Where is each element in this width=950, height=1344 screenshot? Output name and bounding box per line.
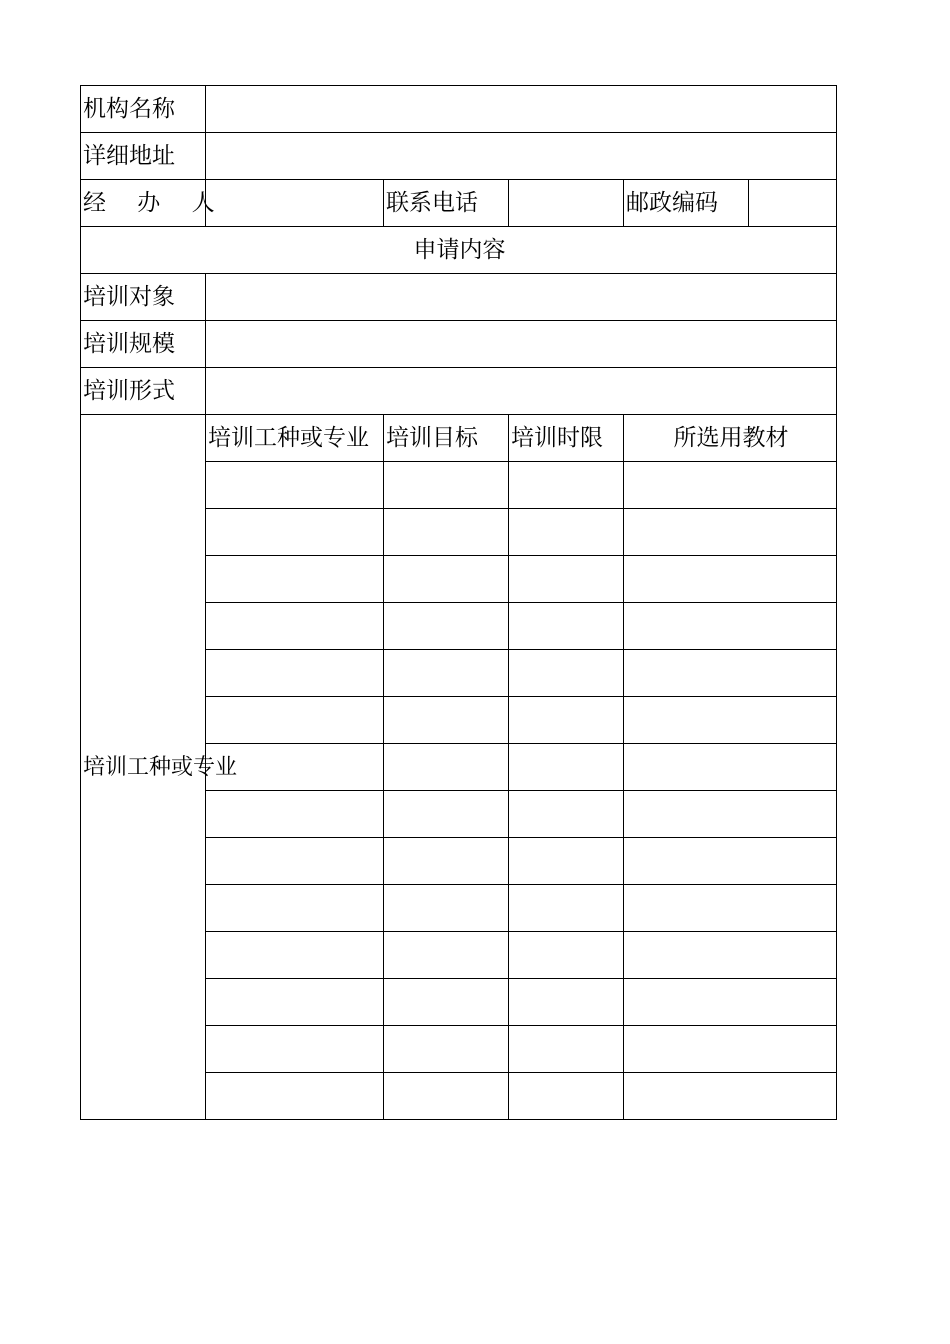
- target-row: [81, 274, 837, 321]
- address-field[interactable]: [206, 133, 837, 180]
- cell-goal[interactable]: [384, 509, 509, 556]
- phone-field[interactable]: [509, 180, 624, 227]
- cell-goal[interactable]: [384, 791, 509, 838]
- cell-goal[interactable]: [384, 979, 509, 1026]
- scale-row: [81, 321, 837, 368]
- cell-goal[interactable]: [384, 838, 509, 885]
- cell-goal[interactable]: [384, 744, 509, 791]
- cell-duration[interactable]: [509, 509, 624, 556]
- scale-label: 培训规模: [81, 321, 206, 368]
- cell-duration[interactable]: [509, 650, 624, 697]
- header-specialty: 培训工种或专业: [206, 415, 384, 462]
- cell-goal[interactable]: [384, 1026, 509, 1073]
- phone-label: 联系电话: [384, 180, 509, 227]
- cell-duration[interactable]: [509, 1026, 624, 1073]
- cell-textbook[interactable]: [624, 603, 837, 650]
- format-row: [81, 368, 837, 415]
- section-title-row: [81, 227, 837, 274]
- cell-textbook[interactable]: [624, 509, 837, 556]
- format-label: 培训形式: [81, 368, 206, 415]
- cell-specialty[interactable]: [206, 650, 384, 697]
- cell-specialty[interactable]: [206, 1073, 384, 1120]
- cell-specialty[interactable]: [206, 556, 384, 603]
- cell-textbook[interactable]: [624, 838, 837, 885]
- cell-specialty[interactable]: [206, 791, 384, 838]
- target-label: 培训对象: [81, 274, 206, 321]
- cell-goal[interactable]: [384, 885, 509, 932]
- address-label: 详细地址: [81, 133, 206, 180]
- cell-textbook[interactable]: [624, 650, 837, 697]
- cell-goal[interactable]: [384, 1073, 509, 1120]
- cell-duration[interactable]: [509, 556, 624, 603]
- cell-duration[interactable]: [509, 979, 624, 1026]
- postcode-field[interactable]: [749, 180, 837, 227]
- cell-specialty[interactable]: [206, 932, 384, 979]
- cell-duration[interactable]: [509, 1073, 624, 1120]
- cell-specialty[interactable]: [206, 509, 384, 556]
- cell-specialty[interactable]: [206, 885, 384, 932]
- cell-textbook[interactable]: [624, 744, 837, 791]
- cell-textbook[interactable]: [624, 791, 837, 838]
- cell-duration[interactable]: [509, 791, 624, 838]
- org-name-field[interactable]: [206, 86, 837, 133]
- section-title: 申请内容: [81, 227, 837, 274]
- cell-duration[interactable]: [509, 838, 624, 885]
- cell-goal[interactable]: [384, 603, 509, 650]
- cell-specialty[interactable]: [206, 1026, 384, 1073]
- cell-textbook[interactable]: [624, 1026, 837, 1073]
- cell-specialty[interactable]: [206, 838, 384, 885]
- handler-field[interactable]: [206, 180, 384, 227]
- cell-goal[interactable]: [384, 932, 509, 979]
- header-goal: 培训目标: [384, 415, 509, 462]
- postcode-label: 邮政编码: [624, 180, 749, 227]
- scale-field[interactable]: [206, 321, 837, 368]
- cell-goal[interactable]: [384, 556, 509, 603]
- cell-specialty[interactable]: [206, 603, 384, 650]
- cell-goal[interactable]: [384, 462, 509, 509]
- cell-textbook[interactable]: [624, 885, 837, 932]
- cell-textbook[interactable]: [624, 556, 837, 603]
- target-field[interactable]: [206, 274, 837, 321]
- org-name-label: 机构名称: [81, 86, 206, 133]
- cell-textbook[interactable]: [624, 1073, 837, 1120]
- side-label-cell: [81, 415, 238, 1120]
- cell-textbook[interactable]: [624, 697, 837, 744]
- cell-duration[interactable]: [509, 603, 624, 650]
- cell-duration[interactable]: [509, 744, 624, 791]
- cell-specialty[interactable]: [206, 979, 384, 1026]
- contact-row: [81, 180, 837, 227]
- cell-duration[interactable]: [509, 697, 624, 744]
- handler-label: 经 办 人: [81, 180, 206, 227]
- cell-duration[interactable]: [509, 932, 624, 979]
- cell-goal[interactable]: [384, 650, 509, 697]
- address-row: [81, 133, 837, 180]
- header-duration: 培训时限: [509, 415, 624, 462]
- cell-duration[interactable]: [509, 885, 624, 932]
- cell-textbook[interactable]: [624, 462, 837, 509]
- side-label: 培训工种或专业: [83, 754, 238, 780]
- format-field[interactable]: [206, 368, 837, 415]
- header-textbook: 所选用教材: [624, 415, 837, 462]
- cell-textbook[interactable]: [624, 932, 837, 979]
- table-header-row: [81, 415, 837, 462]
- application-form-table: [80, 85, 837, 1120]
- cell-specialty[interactable]: [206, 462, 384, 509]
- cell-goal[interactable]: [384, 697, 509, 744]
- cell-textbook[interactable]: [624, 979, 837, 1026]
- cell-specialty[interactable]: [206, 697, 384, 744]
- cell-duration[interactable]: [509, 462, 624, 509]
- org-name-row: [81, 86, 837, 133]
